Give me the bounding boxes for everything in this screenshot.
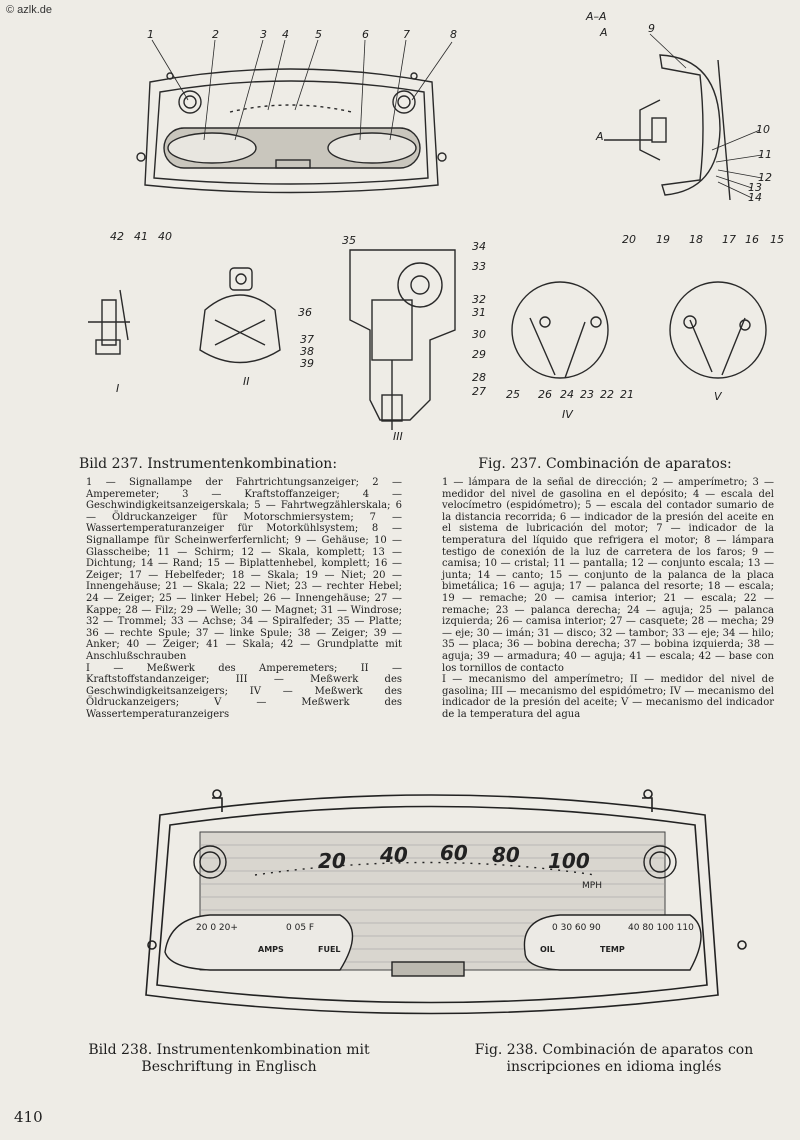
callout-7: 7 bbox=[403, 28, 410, 41]
callout-26: 26 bbox=[538, 388, 552, 401]
callout-35: 35 bbox=[342, 234, 356, 247]
callout-16: 16 bbox=[745, 233, 759, 246]
callout-9: 9 bbox=[648, 22, 655, 35]
callout-37: 37 bbox=[300, 333, 314, 346]
fig238-caption-es: Fig. 238. Combinación de aparatos con inscripciones en idioma inglés bbox=[474, 1042, 754, 1075]
temp-scale: 40 80 100 110 bbox=[628, 923, 694, 933]
callout-25: 25 bbox=[506, 388, 520, 401]
legend-es-parts: 1 — lámpara de la señal de dirección; 2 — amperímetro; 3 — medidor del nivel de gasolina en el depósito; 4 — escala del velocímetro (espidómetro); 5 — escala del contador sumario de la distancia recorrida; 6 — indicador de la presión del aceite en el sistema de lubricación del motor; 7 — indicador de la temperatura del líquido que refrigera el motor; 8 — lámpara testigo de conexión de la luz de carretera de los faros; 9 — camisa; 10 — cristal; 11 — pantalla; 12 — conjunto escala; 13 — junta; 14 — canto; 15 — conjunto de la palanca de la placa bimetálica; 16 — aguja; 17 — palanca del resorte; 18 — escala; 19 — remache; 20 — camisa interior; 21 — escala; 22 — remache; 23 — palanca derecha; 24 — aguja; 25 — palanca izquierda; 26 — camisa interior; 27 — casquete; 28 — mecha; 29 — eje; 30 — imán; 31 — disco; 32 — tambor; 33 — eje; 34 — hilo; 35 — placa; 36 — bobina derecha; 37 — bobina izquierda; 38 — aguja; 39 — armadura; 40 — aguja; 41 — escala; 42 — base con los tornillos de contacto bbox=[442, 477, 774, 674]
callout-41: 41 bbox=[134, 230, 148, 243]
callout-34: 34 bbox=[472, 240, 486, 253]
roman-label-ii: II bbox=[243, 375, 250, 388]
fuel-scale: 0 05 F bbox=[286, 923, 315, 933]
callout-28: 28 bbox=[472, 371, 486, 384]
callout-27: 27 bbox=[472, 385, 486, 398]
callout-18: 18 bbox=[689, 233, 703, 246]
callout-30: 30 bbox=[472, 328, 486, 341]
amps-label: AMPS bbox=[258, 945, 284, 954]
callout-24: 24 bbox=[560, 388, 574, 401]
mechanism-ii-drawing bbox=[200, 268, 280, 363]
fig237-legend-de bbox=[86, 477, 402, 720]
oil-label: OIL bbox=[540, 945, 555, 954]
speedo-unit: MPH bbox=[582, 881, 602, 891]
callout-31: 31 bbox=[472, 306, 486, 319]
section-drawing bbox=[604, 55, 730, 200]
callout-22: 22 bbox=[600, 388, 614, 401]
callout-10: 10 bbox=[756, 123, 770, 136]
section-mark-a-1: A bbox=[596, 130, 604, 143]
callout-15: 15 bbox=[770, 233, 784, 246]
callout-17: 17 bbox=[722, 233, 736, 246]
section-mark-a-2: A bbox=[600, 26, 608, 39]
fuel-label: FUEL bbox=[318, 945, 341, 954]
callout-12: 12 bbox=[758, 171, 772, 184]
temp-label: TEMP bbox=[600, 945, 625, 954]
callout-20: 20 bbox=[622, 233, 636, 246]
roman-label-i: I bbox=[116, 382, 120, 395]
callout-4: 4 bbox=[282, 28, 289, 41]
mechanism-v-drawing bbox=[670, 282, 766, 378]
callout-1: 1 bbox=[147, 28, 154, 41]
callout-33: 33 bbox=[472, 260, 486, 273]
callout-39: 39 bbox=[300, 357, 314, 370]
speedo-number-60: 60 bbox=[440, 841, 468, 865]
fig237-caption-de: Bild 237. Instrumentenkombination: bbox=[78, 456, 338, 472]
fig237-legend-es bbox=[442, 477, 774, 720]
speedo-number-20: 20 bbox=[318, 849, 346, 873]
legend-de-mechanisms: I — Meßwerk des Amperemeters; II — Kraftstoffstandanzeiger; III — Meßwerk des Geschwindigkeitsanzeigers; IV — Meßwerk des Öldruckanzeigers; V — Meßwerk des Wassertemperaturanzeigers bbox=[86, 662, 402, 720]
speedo-number-80: 80 bbox=[492, 843, 520, 867]
callout-40: 40 bbox=[158, 230, 172, 243]
callout-3: 3 bbox=[260, 28, 267, 41]
callout-8: 8 bbox=[450, 28, 457, 41]
legend-es-mechanisms: I — mecanismo del amperímetro; II — medidor del nivel de gasolina; III — mecanismo del espidómetro; IV — mecanismo del indicador de la presión del aceite; V — mecanismo del indicador de la temperatura del agua bbox=[442, 674, 774, 720]
callout-23: 23 bbox=[580, 388, 594, 401]
speedo-number-100: 100 bbox=[548, 849, 590, 873]
fig238-caption-de: Bild 238. Instrumentenkombination mit Beschriftung in Englisch bbox=[88, 1042, 370, 1075]
callout-13: 13 bbox=[748, 181, 762, 194]
callout-5: 5 bbox=[315, 28, 322, 41]
roman-label-iii: III bbox=[393, 430, 403, 443]
callout-38: 38 bbox=[300, 345, 314, 358]
mechanism-i-drawing bbox=[88, 290, 130, 354]
amps-scale: 20 0 20+ bbox=[196, 923, 238, 933]
callout-2: 2 bbox=[212, 28, 219, 41]
instrument-panel-drawing bbox=[137, 69, 446, 193]
oil-scale: 0 30 60 90 bbox=[552, 923, 601, 933]
callout-32: 32 bbox=[472, 293, 486, 306]
page-number: 410 bbox=[14, 1108, 43, 1126]
mechanism-iv-drawing bbox=[512, 282, 608, 378]
speedo-number-40: 40 bbox=[380, 843, 408, 867]
callout-29: 29 bbox=[472, 348, 486, 361]
callout-6: 6 bbox=[362, 28, 369, 41]
callout-36: 36 bbox=[298, 306, 312, 319]
legend-de-parts: 1 — Signallampe der Fahrtrichtungsanzeiger; 2 — Amperemeter; 3 — Kraftstoffanzeiger; 4 — Geschwindigkeitsanzeigerskala; 5 — Fahrtwegzählerskala; 6 — Öldruckanzeiger für Motorschmiersystem; 7 — Wassertemperaturanzeiger für Motorkühlsystem; 8 — Signallampe für Scheinwerferfernlicht; 9 — Gehäuse; 10 — Glasscheibe; 11 — Schirm; 12 — Skala, komplett; 13 — Dichtung; 14 — Rand; 15 — Biplattenhebel, komplett; 16 — Zeiger; 17 — Hebelfeder; 18 — Skala; 19 — Niet; 20 — Innengehäuse; 21 — Skala; 22 — Niet; 23 — rechter Hebel; 24 — Zeiger; 25 — linker Hebel; 26 — Innengehäuse; 27 — Kappe; 28 — Filz; 29 — Welle; 30 — Magnet; 31 — Windrose; 32 — Trommel; 33 — Achse; 34 — Spiralfeder; 35 — Platte; 36 — rechte Spule; 37 — linke Spule; 38 — Zeiger; 39 — Anker; 40 — Zeiger; 41 — Skala; 42 — Grundplatte mit Anschlußschrauben bbox=[86, 477, 402, 662]
fig237-caption-es: Fig. 237. Combinación de aparatos: bbox=[478, 456, 732, 472]
roman-label-iv: IV bbox=[562, 408, 573, 421]
callout-14: 14 bbox=[748, 191, 762, 204]
watermark: © azlk.de bbox=[6, 4, 53, 16]
roman-label-v: V bbox=[714, 390, 722, 403]
mechanism-iii-drawing bbox=[350, 250, 455, 430]
callout-11: 11 bbox=[758, 148, 772, 161]
section-label: A–A bbox=[586, 10, 607, 23]
callout-19: 19 bbox=[656, 233, 670, 246]
callout-42: 42 bbox=[110, 230, 124, 243]
figure-238-drawing bbox=[0, 770, 800, 1040]
callout-21: 21 bbox=[620, 388, 634, 401]
